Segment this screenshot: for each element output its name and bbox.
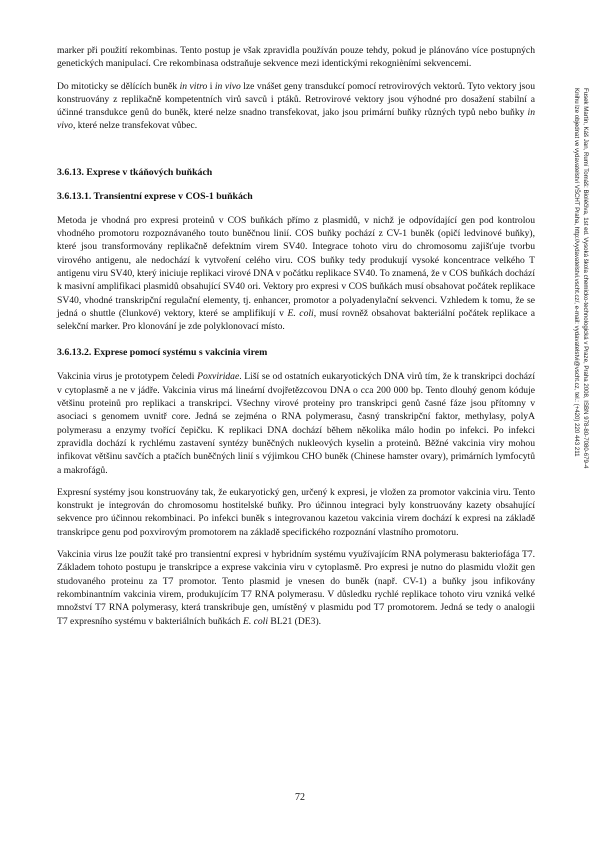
copyright-sidebar <box>562 88 590 608</box>
paragraph-expression-systems: Expresní systémy jsou konstruovány tak, že eukaryotický gen, určený k expresi, je vložen za promotor vakcinia viru. Tento konstrukt je integrován do chromosomu hostitelské buňky. Pro účinnou integraci byly konstruovány kazety obsahující sekvence pro účinnou rekombinaci. Po infekci buněk s integrovanou kazetou vakcinia virem dochází k expresi na základě transkripce genu pod poxvirovým promotorem na základě specifického rozpoznání vlastního promotoru. <box>57 486 535 538</box>
page-number: 72 <box>295 792 305 803</box>
paragraph-vaccinia-virus: Vakcinia virus je prototypem čeledi Poxviridae. Liší se od ostatních eukaryotických DNA virů tím, že k transkripci dochází v cytoplasmě a ne v jádře. Vakcinia virus má lineární dvojřetězcovou DNA o cca 200 000 bp. Tento dlouhý genom kóduje většinu proteinů pro replikaci a transkripci. Všechny virové proteiny pro transkripci genů časné fáze jsou přítomny v asociaci s genomem uvnitř core. Jedná se zejména o RNA polymerasu, časný transkripční faktor, methylasy, polyA polymerasu a enzymy tvořící čepičku. K replikaci DNA dochází během několika málo hodin po infekci. Po infekci zpravidla dochází k rychlému zastavení syntézy buněčných nukleových kyselin a proteinů. Běžné vakcinia viry mohou infikovat většinu savčích a ptačích buněčných linií s výjimkou CHO buněk (Chinese hamster ovary), primárních lymfocytů a makrofágů. <box>57 371 535 476</box>
sidebar-citation-line: Fusek Martin, Káš Jan, Rumí Tomáš: Bioléčiva, 1st ed. Vysoká škola chemicko-technologická v Praze, Praha 2008, ISBN 978-80-7080-679-4 <box>582 88 589 469</box>
paragraph-retroviral-vectors: Do mitoticky se dělících buněk in vitro i in vivo lze vnášet geny transdukcí pomocí retrovirových vektorů. Tyto vektory jsou konstruovány z replikačně kompetentních virů savců i ptáků. Retrovirové vektory jsou výhodné pro dosažení stabilní a účinné transdukce genů do buněk, které nelze snadno transfekovat, jako jsou primární buňky různých typů nebo buňky in vivo, které nelze transfekovat vůbec. <box>57 80 535 132</box>
heading-transient-expression-cos1: 3.6.13.1. Transientní exprese v COS-1 buňkách <box>57 190 253 202</box>
page-body <box>57 44 535 637</box>
paragraph-cre-recombinase: marker při použití rekombinas. Tento postup je však zpravidla používán pouze tehdy, pokud je plánováno více postupných genetických manipulací. Cre rekombinasa odstraňuje sekvence mezi identickými rekognièními sekvencemi. <box>57 45 535 70</box>
heading-expression-tissue-cells: 3.6.13. Exprese v tkáňových buňkách <box>57 166 213 178</box>
sidebar-order-line: Knihu lze objednat ve vydavatelství VŠCHT Praha, http://vydavatelstvi.vscht.cz/, e-mail: vydavatelstvi@vscht.cz, tel.: (+420) 220 443 211 <box>573 88 580 457</box>
paragraph-cos-cells: Metoda je vhodná pro expresi proteinů v COS buňkách přímo z plasmidů, v nichž je odpovídající gen pod kontrolou vhodného promotoru rozpoznávaného touto buněčnou linií. COS buňky pochází z CV-1 buněk (opičí ledvinové buňky), které jsou transformovány replikačně defektním virem SV40. Integrace tohoto viru do chromosomu zajišťuje tvorbu virového antigenu, ale nedochází k vytvoření celého viru. COS buňky tedy produkují vysoké koncentrace velkého T antigenu viru SV40, který iniciuje replikaci virové DNA v počátku replikace SV40. To znamená, že v COS buňkách dochází k masivní amplifikaci plasmidů obsahující SV40 ori. Vektory pro expresi v COS buňkách musí obsahovat počátek replikace SV40, vhodné transkripční regulační elementy, tj. enhancer, promotor a polyadenylační sekvenci. Vzhledem k tomu, že se jedná o shuttle (člunkové) vektory, které se amplifikují v E. coli, musí rovněž obsahovat bakteriální počátek replikace a selekční marker. Pro klonování je zde polyklonovací místo. <box>57 214 535 333</box>
heading-vaccinia-system: 3.6.13.2. Exprese pomocí systému s vakcinia virem <box>57 347 268 359</box>
paragraph-t7-hybrid: Vakcinia virus lze použít také pro transientní expresi v hybridním systému využívajícím RNA polymerasu bakteriofága T7. Základem tohoto postupu je transkripce a exprese vakcinia viru v cytoplasmě. Pro expresi je nutno do plasmidu vložit gen studovaného proteinu za T7 promotor. Tento plasmid je vnesen do buněk (např. CV-1) a buňky jsou infikovány rekombinantním vakcinia virem, produkujícím T7 RNA polymerasu. V důsledku rychlé replikace tohoto viru vzniká velké množství T7 RNA polymerasy, která transkribuje gen, umístěný v plasmidu pod T7 promotorem. Jedná se tedy o analogii T7 expresního systému v bakteriálních buňkách E. coli BL21 (DE3). <box>57 549 535 627</box>
